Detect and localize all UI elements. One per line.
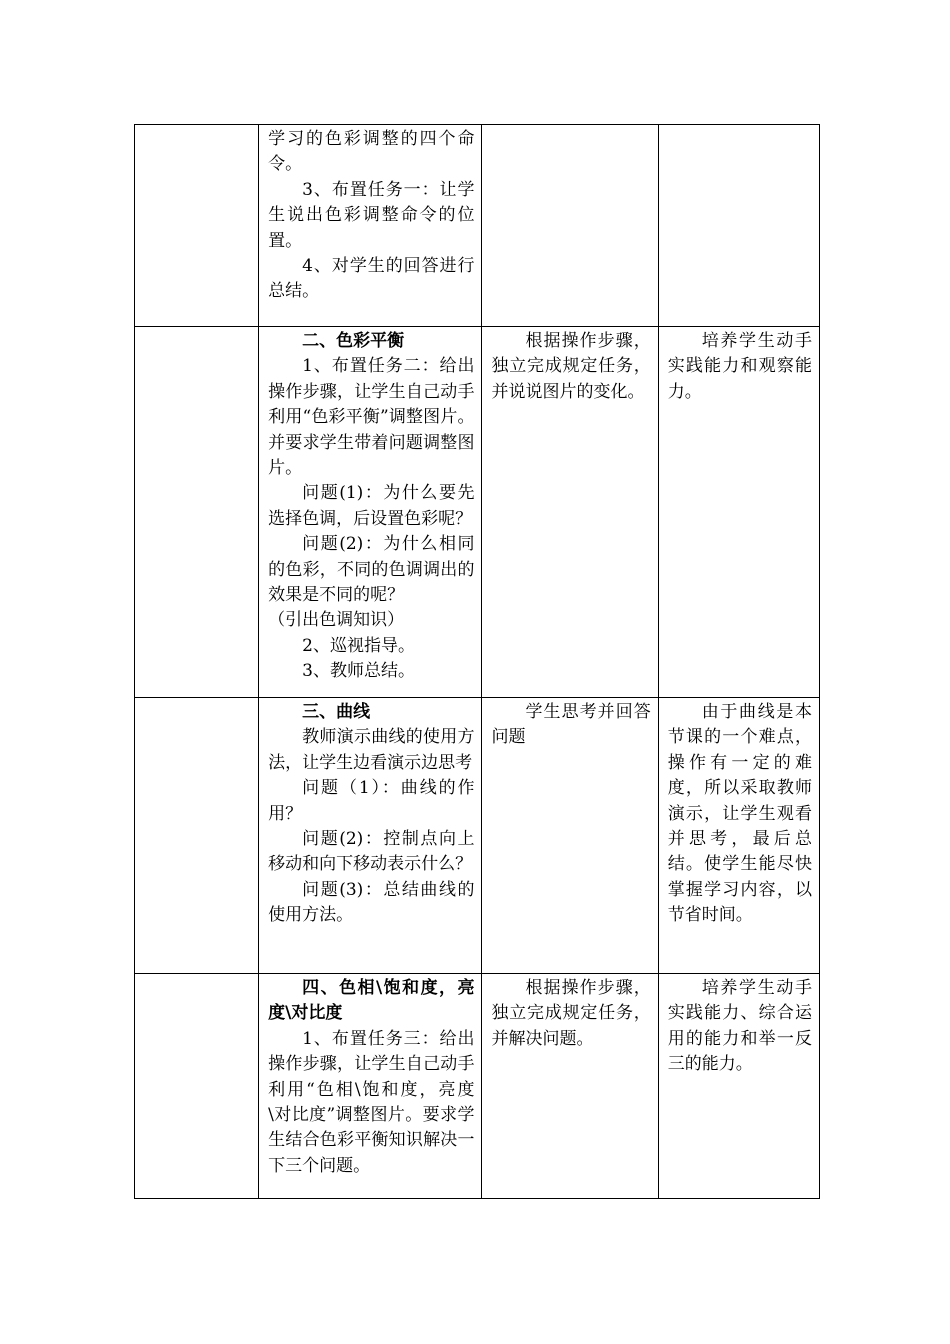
table-row (135, 125, 820, 327)
text-paragraph: 问题(2)：为什么相同的色彩，不同的色调调出的效果是不同的呢？ (268, 534, 475, 606)
student-activity-cell (482, 698, 658, 974)
text-paragraph: 问题(2)：控制点向上移动和向下移动表示什么？ (268, 829, 475, 875)
stage-cell (135, 698, 259, 974)
section-heading: 四、色相\饱和度，亮度\对比度 (268, 978, 475, 1024)
text-paragraph: 1、布置任务二：给出操作步骤，让学生自己动手利用“色彩平衡”调整图片。并要求学生带着问题调整图片。 (268, 356, 475, 479)
text-paragraph: 根据操作步骤，独立完成规定任务，并解决问题。 (491, 978, 651, 1049)
teacher-activity-cell (259, 327, 482, 698)
table-row (135, 974, 820, 1199)
lesson-plan-table (134, 124, 820, 1199)
text-paragraph: 问题（1）：曲线的作用？ (268, 778, 475, 824)
teacher-activity-cell (259, 698, 482, 974)
text-paragraph: （引出色调知识） (268, 610, 405, 631)
text-paragraph: 由于曲线是本节课的一个难点，操作有一定的难度，所以采取教师演示，让学生观看并思考，最后总结。使学生能尽快掌握学习内容，以节省时间。 (667, 702, 812, 926)
table-row (135, 698, 820, 974)
text-paragraph: 教师演示曲线的使用方法，让学生边看演示边思考 (268, 727, 475, 773)
section-heading: 二、色彩平衡 (302, 331, 405, 351)
design-intent-cell (658, 125, 819, 327)
student-activity-cell (482, 125, 658, 327)
text-paragraph: 培养学生动手实践能力和观察能力。 (667, 331, 812, 402)
teacher-activity-cell (259, 125, 482, 327)
text-paragraph: 3、教师总结。 (302, 661, 415, 682)
text-paragraph: 培养学生动手实践能力、综合运用的能力和举一反三的能力。 (667, 978, 812, 1075)
text-paragraph: 1、布置任务三：给出操作步骤，让学生自己动手利用“色相\饱和度，亮度\对比度”调整图片。要求学生结合色彩平衡知识解决一下三个问题。 (268, 1028, 475, 1176)
design-intent-cell (658, 698, 819, 974)
text-paragraph: 学习的色彩调整的四个命令。 (268, 129, 475, 175)
table-row (135, 327, 820, 698)
teacher-activity-cell (259, 974, 482, 1199)
stage-cell (135, 974, 259, 1199)
text-paragraph: 4、对学生的回答进行总结。 (268, 256, 475, 302)
stage-cell (135, 327, 259, 698)
design-intent-cell (658, 974, 819, 1199)
text-paragraph: 根据操作步骤，独立完成规定任务，并说说图片的变化。 (491, 331, 651, 402)
text-paragraph: 3、布置任务一：让学生说出色彩调整命令的位置。 (268, 179, 475, 251)
text-paragraph: 问题(1)：为什么要先选择色调，后设置色彩呢？ (268, 483, 475, 529)
stage-cell (135, 125, 259, 327)
design-intent-cell (658, 327, 819, 698)
text-paragraph: 学生思考并回答问题 (491, 702, 651, 748)
section-heading: 三、曲线 (302, 702, 371, 722)
student-activity-cell (482, 974, 658, 1199)
text-paragraph: 问题(3)：总结曲线的使用方法。 (268, 879, 475, 926)
text-paragraph: 2、巡视指导。 (302, 635, 415, 656)
student-activity-cell (482, 327, 658, 698)
